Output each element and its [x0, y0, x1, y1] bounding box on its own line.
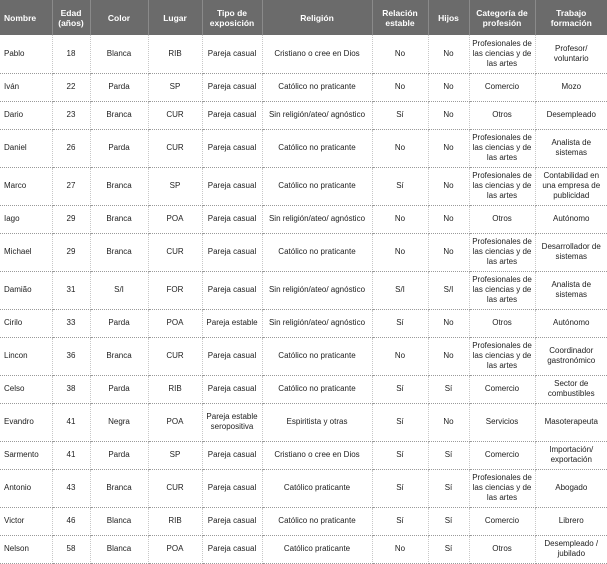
cell-religion: Sin religión/ateo/ agnóstico	[262, 205, 372, 233]
cell-categoria-profesion: Profesionales de las ciencias y de las artes	[469, 35, 535, 73]
column-header-edad: Edad (años)	[52, 0, 90, 35]
cell-nombre: Cirilo	[0, 309, 52, 337]
cell-nombre: Nelson	[0, 535, 52, 563]
cell-tipo-exposicion: Pareja casual	[202, 375, 262, 403]
cell-categoria-profesion: Comercio	[469, 507, 535, 535]
table-row	[0, 233, 607, 271]
cell-lugar: FOR	[148, 271, 202, 309]
cell-relacion-estable: No	[372, 233, 428, 271]
cell-edad: 41	[52, 403, 90, 441]
cell-categoria-profesion: Otros	[469, 101, 535, 129]
cell-color: Blanca	[90, 507, 148, 535]
cell-edad: 22	[52, 73, 90, 101]
cell-tipo-exposicion: Pareja casual	[202, 101, 262, 129]
cell-color: Branca	[90, 101, 148, 129]
cell-nombre: Sarmento	[0, 441, 52, 469]
cell-nombre: Iago	[0, 205, 52, 233]
cell-tipo-exposicion: Pareja estable	[202, 309, 262, 337]
table-row	[0, 101, 607, 129]
cell-color: Negra	[90, 403, 148, 441]
cell-edad: 43	[52, 469, 90, 507]
cell-trabajo-formacion: Mozo	[535, 73, 607, 101]
table-body	[0, 35, 607, 563]
cell-trabajo-formacion: Librero	[535, 507, 607, 535]
cell-tipo-exposicion: Pareja casual	[202, 441, 262, 469]
cell-categoria-profesion: Profesionales de las ciencias y de las artes	[469, 233, 535, 271]
cell-relacion-estable: No	[372, 35, 428, 73]
cell-edad: 58	[52, 535, 90, 563]
cell-religion: Católico praticante	[262, 469, 372, 507]
cell-lugar: POA	[148, 309, 202, 337]
cell-trabajo-formacion: Desempleado / jubilado	[535, 535, 607, 563]
cell-nombre: Dario	[0, 101, 52, 129]
cell-color: Blanca	[90, 35, 148, 73]
cell-edad: 23	[52, 101, 90, 129]
cell-hijos: Sí	[428, 469, 469, 507]
cell-lugar: CUR	[148, 337, 202, 375]
cell-edad: 46	[52, 507, 90, 535]
table-row	[0, 375, 607, 403]
header-row	[0, 0, 607, 35]
cell-color: Parda	[90, 375, 148, 403]
table-row	[0, 129, 607, 167]
cell-tipo-exposicion: Pareja casual	[202, 167, 262, 205]
cell-hijos: No	[428, 233, 469, 271]
column-header-tipo-exposicion: Tipo de exposición	[202, 0, 262, 35]
cell-trabajo-formacion: Analista de sistemas	[535, 271, 607, 309]
cell-hijos: No	[428, 129, 469, 167]
cell-nombre: Antonio	[0, 469, 52, 507]
table-row	[0, 309, 607, 337]
cell-trabajo-formacion: Coordinador gastronómico	[535, 337, 607, 375]
cell-tipo-exposicion: Pareja casual	[202, 507, 262, 535]
cell-color: Branca	[90, 337, 148, 375]
cell-color: Parda	[90, 73, 148, 101]
cell-relacion-estable: No	[372, 129, 428, 167]
cell-lugar: RIB	[148, 35, 202, 73]
cell-nombre: Daniel	[0, 129, 52, 167]
cell-relacion-estable: No	[372, 73, 428, 101]
cell-color: S/I	[90, 271, 148, 309]
cell-hijos: Sí	[428, 507, 469, 535]
cell-religion: Cristiano o cree en Dios	[262, 35, 372, 73]
cell-hijos: No	[428, 73, 469, 101]
cell-religion: Católico no praticante	[262, 337, 372, 375]
cell-nombre: Iván	[0, 73, 52, 101]
cell-lugar: POA	[148, 205, 202, 233]
cell-color: Blanca	[90, 535, 148, 563]
table-row	[0, 271, 607, 309]
cell-relacion-estable: Sí	[372, 375, 428, 403]
cell-categoria-profesion: Comercio	[469, 375, 535, 403]
cell-lugar: CUR	[148, 469, 202, 507]
cell-relacion-estable: Sí	[372, 507, 428, 535]
cell-tipo-exposicion: Pareja casual	[202, 129, 262, 167]
cell-categoria-profesion: Comercio	[469, 73, 535, 101]
cell-religion: Sin religión/ateo/ agnóstico	[262, 309, 372, 337]
cell-lugar: CUR	[148, 129, 202, 167]
table-row	[0, 507, 607, 535]
cell-lugar: CUR	[148, 101, 202, 129]
cell-edad: 18	[52, 35, 90, 73]
cell-lugar: SP	[148, 167, 202, 205]
table-row	[0, 403, 607, 441]
cell-relacion-estable: Sí	[372, 309, 428, 337]
column-header-religion: Religión	[262, 0, 372, 35]
cell-nombre: Lincon	[0, 337, 52, 375]
table-row	[0, 441, 607, 469]
cell-hijos: Sí	[428, 375, 469, 403]
cell-trabajo-formacion: Desempleado	[535, 101, 607, 129]
cell-color: Parda	[90, 441, 148, 469]
column-header-trabajo-formacion: Trabajo formación	[535, 0, 607, 35]
table-row	[0, 35, 607, 73]
cell-categoria-profesion: Comercio	[469, 441, 535, 469]
cell-color: Branca	[90, 167, 148, 205]
cell-hijos: Sí	[428, 535, 469, 563]
cell-relacion-estable: Sí	[372, 441, 428, 469]
cell-tipo-exposicion: Pareja casual	[202, 469, 262, 507]
cell-religion: Católico no praticante	[262, 375, 372, 403]
cell-color: Branca	[90, 469, 148, 507]
cell-edad: 33	[52, 309, 90, 337]
cell-trabajo-formacion: Desarrollador de sistemas	[535, 233, 607, 271]
cell-religion: Espiritista y otras	[262, 403, 372, 441]
cell-categoria-profesion: Profesionales de las ciencias y de las artes	[469, 129, 535, 167]
cell-trabajo-formacion: Analista de sistemas	[535, 129, 607, 167]
cell-categoria-profesion: Profesionales de las ciencias y de las artes	[469, 167, 535, 205]
cell-nombre: Damião	[0, 271, 52, 309]
cell-religion: Sin religión/ateo/ agnóstico	[262, 271, 372, 309]
cell-hijos: No	[428, 337, 469, 375]
cell-religion: Católico no praticante	[262, 73, 372, 101]
table-row	[0, 469, 607, 507]
cell-color: Branca	[90, 205, 148, 233]
cell-tipo-exposicion: Pareja casual	[202, 73, 262, 101]
cell-religion: Católico no praticante	[262, 129, 372, 167]
cell-relacion-estable: Sí	[372, 403, 428, 441]
cell-edad: 36	[52, 337, 90, 375]
cell-nombre: Victor	[0, 507, 52, 535]
cell-trabajo-formacion: Profesor/ voluntario	[535, 35, 607, 73]
cell-categoria-profesion: Profesionales de las ciencias y de las artes	[469, 271, 535, 309]
cell-hijos: No	[428, 205, 469, 233]
cell-hijos: S/I	[428, 271, 469, 309]
table-row	[0, 167, 607, 205]
cell-edad: 26	[52, 129, 90, 167]
cell-relacion-estable: Sí	[372, 167, 428, 205]
column-header-categoria-profesion: Categoría de profesión	[469, 0, 535, 35]
cell-lugar: POA	[148, 535, 202, 563]
cell-categoria-profesion: Profesionales de las ciencias y de las artes	[469, 469, 535, 507]
cell-trabajo-formacion: Sector de combustibles	[535, 375, 607, 403]
cell-relacion-estable: S/I	[372, 271, 428, 309]
column-header-lugar: Lugar	[148, 0, 202, 35]
cell-categoria-profesion: Profesionales de las ciencias y de las artes	[469, 337, 535, 375]
cell-lugar: RIB	[148, 507, 202, 535]
cell-religion: Católico praticante	[262, 535, 372, 563]
cell-nombre: Michael	[0, 233, 52, 271]
cell-relacion-estable: Sí	[372, 469, 428, 507]
column-header-relacion-estable: Relación estable	[372, 0, 428, 35]
cell-edad: 29	[52, 205, 90, 233]
cell-nombre: Celso	[0, 375, 52, 403]
cell-trabajo-formacion: Autónomo	[535, 309, 607, 337]
cell-lugar: RIB	[148, 375, 202, 403]
cell-nombre: Evandro	[0, 403, 52, 441]
cell-tipo-exposicion: Pareja casual	[202, 233, 262, 271]
cell-lugar: POA	[148, 403, 202, 441]
cell-categoria-profesion: Otros	[469, 309, 535, 337]
cell-relacion-estable: No	[372, 205, 428, 233]
cell-categoria-profesion: Otros	[469, 205, 535, 233]
cell-lugar: CUR	[148, 233, 202, 271]
cell-edad: 29	[52, 233, 90, 271]
cell-edad: 38	[52, 375, 90, 403]
cell-categoria-profesion: Otros	[469, 535, 535, 563]
cell-lugar: SP	[148, 441, 202, 469]
cell-trabajo-formacion: Masoterapeuta	[535, 403, 607, 441]
cell-religion: Sin religión/ateo/ agnóstico	[262, 101, 372, 129]
table-row	[0, 73, 607, 101]
cell-religion: Cristiano o cree en Dios	[262, 441, 372, 469]
cell-trabajo-formacion: Contabilidad en una empresa de publicidad	[535, 167, 607, 205]
column-header-hijos: Hijos	[428, 0, 469, 35]
cell-trabajo-formacion: Autónomo	[535, 205, 607, 233]
cell-relacion-estable: Sí	[372, 101, 428, 129]
cell-hijos: No	[428, 309, 469, 337]
cell-tipo-exposicion: Pareja casual	[202, 35, 262, 73]
cell-edad: 41	[52, 441, 90, 469]
cell-edad: 31	[52, 271, 90, 309]
cell-nombre: Marco	[0, 167, 52, 205]
cell-hijos: No	[428, 167, 469, 205]
cell-religion: Católico no praticante	[262, 507, 372, 535]
cell-categoria-profesion: Servicios	[469, 403, 535, 441]
cell-color: Branca	[90, 233, 148, 271]
cell-trabajo-formacion: Abogado	[535, 469, 607, 507]
cell-tipo-exposicion: Pareja casual	[202, 205, 262, 233]
cell-religion: Católico no praticante	[262, 167, 372, 205]
cell-color: Parda	[90, 309, 148, 337]
cell-color: Parda	[90, 129, 148, 167]
cell-tipo-exposicion: Pareja casual	[202, 535, 262, 563]
cell-hijos: No	[428, 403, 469, 441]
cell-religion: Católico no praticante	[262, 233, 372, 271]
cell-relacion-estable: No	[372, 337, 428, 375]
cell-tipo-exposicion: Pareja estable seropositiva	[202, 403, 262, 441]
cell-hijos: No	[428, 35, 469, 73]
cell-tipo-exposicion: Pareja casual	[202, 337, 262, 375]
cell-hijos: No	[428, 101, 469, 129]
cell-nombre: Pablo	[0, 35, 52, 73]
column-header-nombre: Nombre	[0, 0, 52, 35]
cell-lugar: SP	[148, 73, 202, 101]
cell-tipo-exposicion: Pareja casual	[202, 271, 262, 309]
cell-edad: 27	[52, 167, 90, 205]
table-header	[0, 0, 607, 35]
cell-relacion-estable: No	[372, 535, 428, 563]
column-header-color: Color	[90, 0, 148, 35]
table-row	[0, 337, 607, 375]
table-row	[0, 205, 607, 233]
cell-trabajo-formacion: Importación/ exportación	[535, 441, 607, 469]
cell-hijos: Sí	[428, 441, 469, 469]
